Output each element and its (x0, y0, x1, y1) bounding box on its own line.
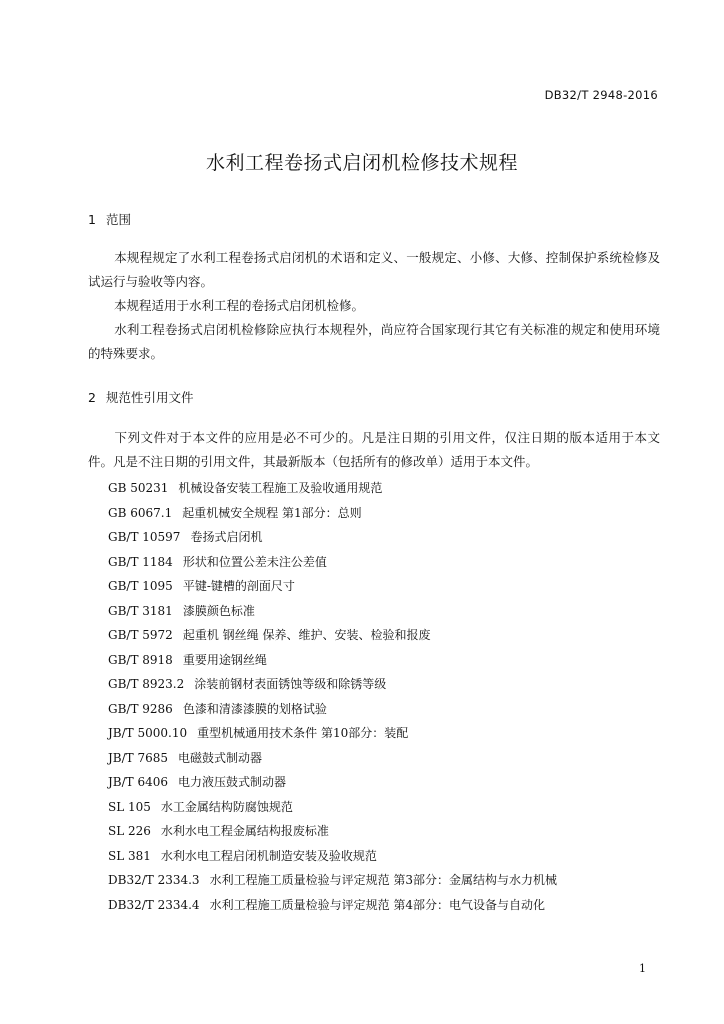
reference-item (108, 525, 557, 550)
reference-title: 起重机 钢丝绳 保养、维护、安装、检验和报废 (182, 628, 431, 642)
reference-title: 水工金属结构防腐蚀规范 (160, 799, 293, 814)
reference-code: GB/T 1184 (108, 554, 173, 569)
reference-item (108, 819, 557, 844)
reference-item (108, 623, 557, 648)
scope-paragraph-3 (88, 318, 660, 366)
reference-item (108, 795, 557, 820)
reference-title: 电力液压鼓式制动器 (178, 775, 287, 789)
reference-title: 卷扬式启闭机 (190, 530, 263, 544)
reference-title: 水利工程施工质量检验与评定规范 第4部分：电气设备与自动化 (209, 897, 546, 912)
reference-code: SL 381 (108, 848, 151, 863)
reference-code: GB/T 10597 (108, 530, 181, 544)
reference-code: DB32/T 2334.4 (108, 897, 200, 912)
reference-title: 电磁鼓式制动器 (178, 750, 263, 765)
reference-item (108, 672, 557, 697)
reference-title: 水利工程施工质量检验与评定规范 第3部分：金属结构与水力机械 (209, 873, 558, 887)
reference-item (108, 770, 557, 795)
reference-title: 形状和位置公差未注公差值 (182, 554, 327, 569)
reference-item (108, 599, 557, 624)
section-title: 规范性引用文件 (105, 390, 194, 405)
normative-references-list (108, 476, 557, 917)
reference-title: 平键-键槽的剖面尺寸 (182, 579, 295, 593)
references-intro-paragraph (88, 426, 660, 474)
reference-title: 起重机械安全规程 第1部分：总则 (182, 505, 362, 520)
reference-title: 机械设备安装工程施工及验收通用规范 (178, 481, 383, 495)
reference-item (108, 893, 557, 918)
reference-code: GB/T 8923.2 (108, 677, 185, 691)
reference-title: 水利水电工程金属结构报废标准 (160, 824, 329, 838)
section-title: 范围 (105, 212, 131, 227)
reference-title: 涂装前钢材表面锈蚀等级和除锈等级 (194, 677, 387, 691)
reference-item (108, 574, 557, 599)
paragraph-text: 水利工程卷扬式启闭机检修除应执行本规程外，尚应符合国家现行其它有关标准的规定和使用环境的特殊要求。 (88, 322, 660, 361)
reference-code: GB 6067.1 (108, 505, 173, 520)
document-code: DB32/T 2948-2016 (544, 88, 658, 102)
reference-code: JB/T 5000.10 (108, 726, 188, 740)
reference-code: JB/T 7685 (108, 750, 169, 765)
reference-title: 色漆和清漆漆膜的划格试验 (182, 701, 327, 716)
reference-code: JB/T 6406 (108, 775, 169, 789)
reference-item (108, 844, 557, 869)
reference-item (108, 721, 557, 746)
reference-code: GB/T 3181 (108, 603, 173, 618)
reference-code: DB32/T 2334.3 (108, 873, 200, 887)
reference-code: GB/T 5972 (108, 628, 173, 642)
reference-code: SL 105 (108, 799, 151, 814)
reference-item (108, 501, 557, 526)
paragraph-text: 本规程适用于水利工程的卷扬式启闭机检修。 (114, 298, 365, 313)
section-number: 1 (88, 212, 96, 227)
scope-paragraph-1 (88, 246, 660, 294)
reference-item (108, 648, 557, 673)
reference-title: 重要用途钢丝绳 (182, 652, 267, 667)
paragraph-text: 下列文件对于本文件的应用是必不可少的。凡是注日期的引用文件，仅注日期的版本适用于本文件。凡是不注日期的引用文件，其最新版本（包括所有的修改单）适用于本文件。 (88, 430, 660, 469)
document-title: 水利工程卷扬式启闭机检修技术规程 (205, 152, 518, 174)
reference-title: 重型机械通用技术条件 第10部分：装配 (197, 726, 409, 740)
reference-code: GB/T 8918 (108, 652, 173, 667)
reference-item (108, 868, 557, 893)
reference-code: SL 226 (108, 824, 151, 838)
reference-item (108, 550, 557, 575)
reference-item (108, 476, 557, 501)
section-number: 2 (88, 390, 96, 405)
reference-code: GB/T 1095 (108, 579, 173, 593)
reference-item (108, 697, 557, 722)
paragraph-text: 本规程规定了水利工程卷扬式启闭机的术语和定义、一般规定、小修、大修、控制保护系统检修及试运行与验收等内容。 (88, 250, 660, 289)
reference-item (108, 746, 557, 771)
reference-title: 漆膜颜色标准 (182, 603, 255, 618)
reference-code: GB 50231 (108, 481, 169, 495)
section-1-heading (88, 210, 131, 228)
page-number: 1 (639, 962, 646, 975)
reference-title: 水利水电工程启闭机制造安装及验收规范 (160, 848, 377, 863)
section-2-heading (88, 388, 193, 406)
scope-paragraph-2 (88, 294, 660, 318)
reference-code: GB/T 9286 (108, 701, 173, 716)
